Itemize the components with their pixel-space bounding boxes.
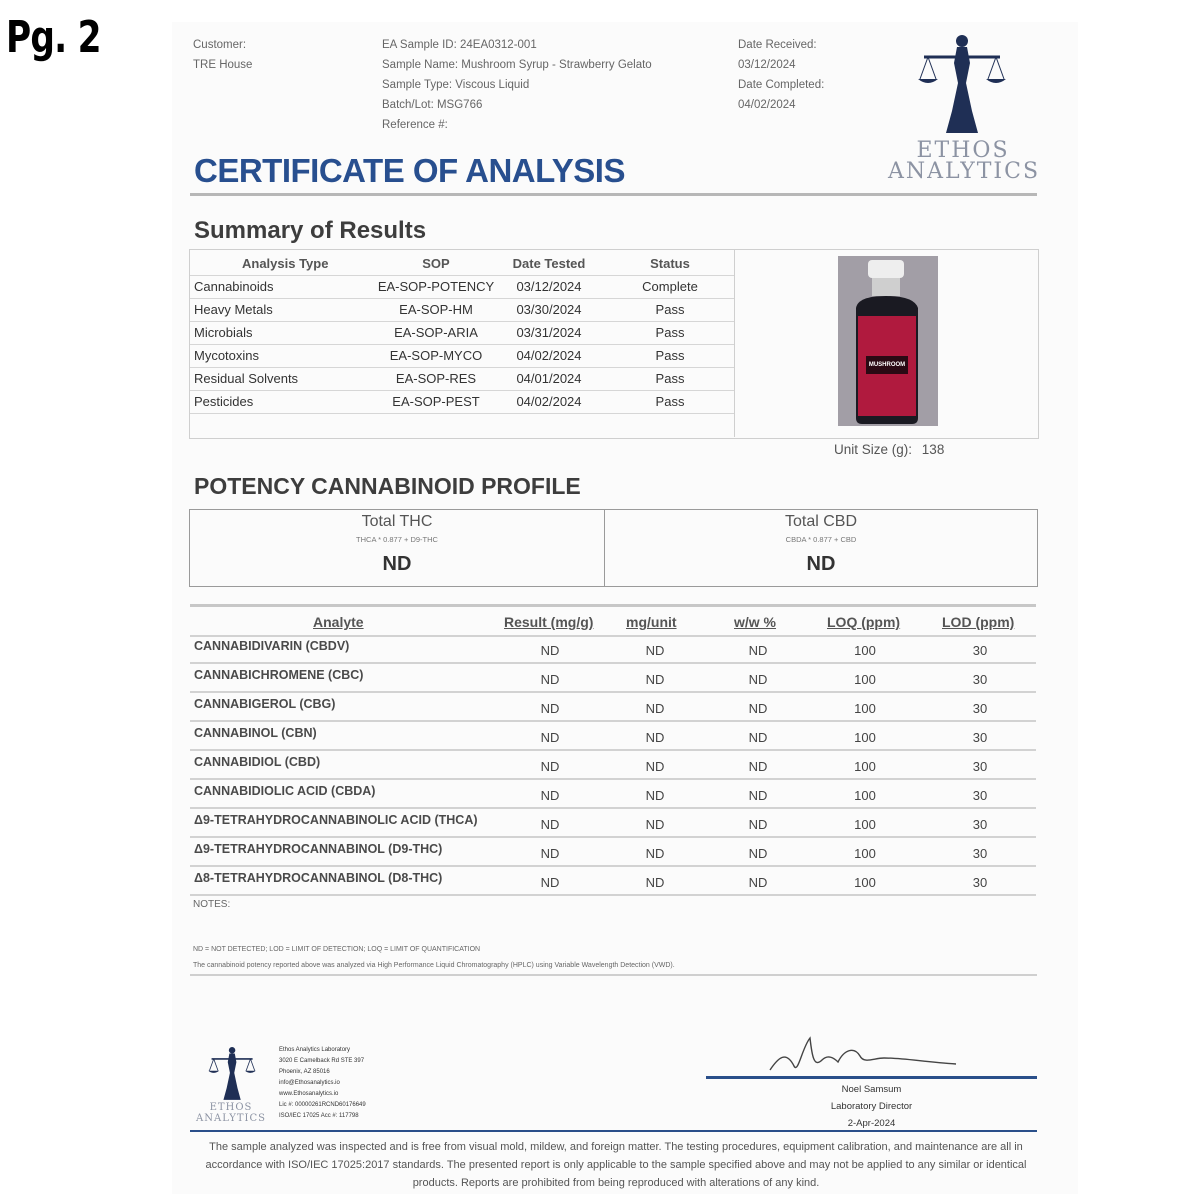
sample-type: Sample Type: Viscous Liquid bbox=[382, 79, 530, 91]
signer-name: Noel Samsum bbox=[841, 1084, 902, 1095]
summary-row bbox=[190, 390, 734, 414]
result-value: ND bbox=[540, 730, 560, 745]
mg-unit-value: ND bbox=[645, 730, 665, 745]
batch-lot: Batch/Lot: MSG766 bbox=[382, 99, 483, 111]
notes-method: The cannabinoid potency reported above was analyzed via High Performance Liquid Chromatography (HPLC) using Variable Wavelength Detection (VWD). bbox=[193, 962, 675, 969]
date-tested: 03/31/2024 bbox=[516, 325, 582, 340]
footer-logo-line-2: ANALYTICS bbox=[196, 1113, 266, 1124]
lod-value: 30 bbox=[972, 701, 988, 716]
result-value: ND bbox=[540, 788, 560, 803]
col-date-tested: Date Tested bbox=[512, 256, 586, 271]
analyte-row bbox=[190, 749, 1036, 780]
status: Pass bbox=[655, 348, 685, 363]
title-rule bbox=[190, 193, 1037, 196]
mg-unit-value: ND bbox=[645, 846, 665, 861]
status: Pass bbox=[655, 302, 685, 317]
footer-logo-text bbox=[190, 1102, 272, 1124]
loq-value: 100 bbox=[854, 643, 876, 658]
date-tested: 04/01/2024 bbox=[516, 371, 582, 386]
lod-value: 30 bbox=[972, 730, 988, 745]
col-analyte: Analyte bbox=[313, 614, 364, 630]
mg-unit-value: ND bbox=[645, 701, 665, 716]
analyte-row bbox=[190, 865, 1036, 896]
lod-value: 30 bbox=[972, 672, 988, 687]
lab-license: Lic #: 00000261RCND60176649 bbox=[279, 1102, 366, 1108]
sop-code: EA-SOP-RES bbox=[395, 371, 477, 386]
signature bbox=[764, 1028, 964, 1078]
customer-value: TRE House bbox=[193, 59, 253, 71]
mg-unit-value: ND bbox=[645, 788, 665, 803]
summary-header-row bbox=[190, 252, 734, 276]
ww-value: ND bbox=[748, 875, 768, 890]
summary-row bbox=[190, 321, 734, 345]
mg-unit-value: ND bbox=[645, 875, 665, 890]
total-cbd-title: Total CBD bbox=[784, 513, 858, 530]
lod-value: 30 bbox=[972, 643, 988, 658]
product-label-text: MUSHROOM bbox=[868, 362, 906, 368]
lod-value: 30 bbox=[972, 788, 988, 803]
loq-value: 100 bbox=[854, 730, 876, 745]
notes-rule bbox=[190, 974, 1037, 976]
date-tested: 04/02/2024 bbox=[516, 394, 582, 409]
summary-row bbox=[190, 344, 734, 368]
product-photo bbox=[838, 256, 938, 426]
total-thc-formula: THCA * 0.877 + D9-THC bbox=[356, 535, 438, 544]
sample-name: Sample Name: Mushroom Syrup - Strawberry Gelato bbox=[382, 59, 652, 71]
analyte-name: CANNABIDIVARIN (CBDV) bbox=[194, 639, 350, 653]
ww-value: ND bbox=[748, 788, 768, 803]
lab-email: info@Ethosanalytics.io bbox=[279, 1080, 340, 1086]
analyte-name: Δ8-TETRAHYDROCANNABINOL (D8-THC) bbox=[194, 871, 443, 885]
summary-row bbox=[190, 367, 734, 391]
lab-address-block bbox=[279, 1045, 366, 1122]
loq-value: 100 bbox=[854, 672, 876, 687]
lod-value: 30 bbox=[972, 846, 988, 861]
notes-label: NOTES: bbox=[193, 899, 231, 910]
result-value: ND bbox=[540, 846, 560, 861]
signer-block bbox=[706, 1081, 1037, 1132]
footer-scales-icon bbox=[204, 1043, 258, 1105]
analyte-name: CANNABIDIOLIC ACID (CBDA) bbox=[194, 784, 376, 798]
result-value: ND bbox=[540, 672, 560, 687]
col-lod: LOD (ppm) bbox=[942, 614, 1015, 630]
result-value: ND bbox=[540, 759, 560, 774]
ww-value: ND bbox=[748, 701, 768, 716]
total-thc-box bbox=[189, 509, 605, 587]
ethos-logo-text bbox=[888, 138, 1041, 184]
loq-value: 100 bbox=[854, 701, 876, 716]
customer-block bbox=[193, 35, 252, 75]
analysis-type: Mycotoxins bbox=[194, 348, 260, 363]
footer-rule bbox=[190, 1130, 1037, 1132]
unit-size-value: 138 bbox=[921, 442, 945, 457]
analysis-type: Residual Solvents bbox=[194, 371, 299, 386]
analyte-row bbox=[190, 807, 1036, 838]
col-sop: SOP bbox=[422, 256, 450, 271]
ww-value: ND bbox=[748, 846, 768, 861]
sop-code: EA-SOP-HM bbox=[399, 302, 473, 317]
total-thc-value: ND bbox=[382, 553, 412, 575]
mg-unit-value: ND bbox=[645, 672, 665, 687]
date-tested: 03/30/2024 bbox=[516, 302, 582, 317]
page-label: Pg. 2 bbox=[6, 12, 101, 63]
lab-website: www.Ethosanalytics.io bbox=[279, 1091, 339, 1097]
analyte-row bbox=[190, 691, 1036, 722]
total-cbd-value: ND bbox=[806, 553, 836, 575]
analyte-row bbox=[190, 778, 1036, 809]
analyte-name: Δ9-TETRAHYDROCANNABINOLIC ACID (THCA) bbox=[194, 813, 478, 827]
signed-date: 2-Apr-2024 bbox=[847, 1118, 896, 1129]
mg-unit-value: ND bbox=[645, 643, 665, 658]
unit-size bbox=[834, 442, 944, 457]
mg-unit-value: ND bbox=[645, 817, 665, 832]
analyte-name: CANNABIGEROL (CBG) bbox=[194, 697, 336, 711]
total-cbd-box bbox=[604, 509, 1038, 587]
lod-value: 30 bbox=[972, 817, 988, 832]
col-loq: LOQ (ppm) bbox=[827, 614, 901, 630]
lod-value: 30 bbox=[972, 759, 988, 774]
analyte-row bbox=[190, 720, 1036, 751]
analyte-name: CANNABINOL (CBN) bbox=[194, 726, 317, 740]
col-mg-unit: mg/unit bbox=[626, 614, 677, 630]
col-status: Status bbox=[650, 256, 690, 271]
sop-code: EA-SOP-PEST bbox=[392, 394, 480, 409]
disclaimer-text: The sample analyzed was inspected and is free from visual mold, mildew, and foreign matter. The testing procedures, equipment calibration, and maintenance are all in accordance with ISO/IEC 17025:2017 standards. The presented report is only applicable to the sample specified above and may not be applied to any similar or identical products. Reports are prohibited from being reproduced with alterations of any kind. bbox=[205, 1141, 1027, 1189]
loq-value: 100 bbox=[854, 846, 876, 861]
sop-code: EA-SOP-MYCO bbox=[389, 348, 483, 363]
lab-name: Ethos Analytics Laboratory bbox=[279, 1047, 351, 1053]
dates-block bbox=[738, 35, 824, 115]
date-tested: 03/12/2024 bbox=[516, 279, 582, 294]
analysis-type: Heavy Metals bbox=[194, 302, 273, 317]
status: Pass bbox=[655, 394, 685, 409]
status: Complete bbox=[642, 279, 698, 294]
result-value: ND bbox=[540, 643, 560, 658]
unit-size-label: Unit Size (g): bbox=[834, 442, 913, 457]
result-value: ND bbox=[540, 875, 560, 890]
status: Pass bbox=[655, 325, 685, 340]
signer-title: Laboratory Director bbox=[830, 1101, 913, 1112]
potency-heading: POTENCY CANNABINOID PROFILE bbox=[194, 473, 581, 499]
signature-rule bbox=[706, 1076, 1037, 1079]
reference-number: Reference #: bbox=[382, 119, 448, 131]
summary-row bbox=[190, 275, 734, 299]
notes-abbreviations: ND = NOT DETECTED; LOD = LIMIT OF DETECTION; LOQ = LIMIT OF QUANTIFICATION bbox=[193, 946, 481, 953]
loq-value: 100 bbox=[854, 788, 876, 803]
lab-iso-accreditation: ISO/IEC 17025 Acc #: 117798 bbox=[279, 1113, 359, 1119]
lod-value: 30 bbox=[972, 875, 988, 890]
date-received-label: Date Received: bbox=[738, 39, 817, 51]
date-completed-label: Date Completed: bbox=[738, 79, 825, 91]
result-value: ND bbox=[540, 817, 560, 832]
logo-line-2: ANALYTICS bbox=[888, 159, 1041, 184]
ww-value: ND bbox=[748, 672, 768, 687]
ww-value: ND bbox=[748, 817, 768, 832]
sample-info-block bbox=[382, 35, 652, 135]
summary-heading: Summary of Results bbox=[194, 217, 427, 244]
customer-label: Customer: bbox=[193, 39, 247, 51]
mg-unit-value: ND bbox=[645, 759, 665, 774]
footer-logo-line-1: ETHOS bbox=[209, 1102, 253, 1113]
certificate-title: CERTIFICATE OF ANALYSIS bbox=[194, 152, 625, 189]
result-value: ND bbox=[540, 701, 560, 716]
sop-code: EA-SOP-POTENCY bbox=[377, 279, 495, 294]
analyte-row bbox=[190, 836, 1036, 867]
sop-code: EA-SOP-ARIA bbox=[394, 325, 478, 340]
ww-value: ND bbox=[748, 730, 768, 745]
summary-row bbox=[190, 298, 734, 322]
analysis-type: Pesticides bbox=[194, 394, 254, 409]
analysis-type: Cannabinoids bbox=[194, 279, 274, 294]
summary-divider bbox=[734, 250, 735, 437]
date-tested: 04/02/2024 bbox=[516, 348, 582, 363]
loq-value: 100 bbox=[854, 759, 876, 774]
date-received: 03/12/2024 bbox=[738, 59, 796, 71]
analyte-name: CANNABICHROMENE (CBC) bbox=[194, 668, 364, 682]
total-thc-title: Total THC bbox=[361, 513, 433, 530]
col-result: Result (mg/g) bbox=[504, 614, 594, 630]
lab-city: Phoenix, AZ 85016 bbox=[279, 1069, 330, 1075]
sample-id: EA Sample ID: 24EA0312-001 bbox=[382, 39, 537, 51]
analyte-row bbox=[190, 633, 1036, 664]
status: Pass bbox=[655, 371, 685, 386]
date-completed: 04/02/2024 bbox=[738, 99, 796, 111]
scales-of-justice-icon bbox=[910, 33, 1010, 137]
col-ww: w/w % bbox=[734, 614, 777, 630]
analyte-name: Δ9-TETRAHYDROCANNABINOL (D9-THC) bbox=[194, 842, 443, 856]
ww-value: ND bbox=[748, 759, 768, 774]
col-analysis-type: Analysis Type bbox=[242, 256, 329, 271]
analyte-name: CANNABIDIOL (CBD) bbox=[194, 755, 321, 769]
total-cbd-formula: CBDA * 0.877 + CBD bbox=[785, 535, 857, 544]
analysis-type: Microbials bbox=[194, 325, 253, 340]
ww-value: ND bbox=[748, 643, 768, 658]
logo-line-1: ETHOS bbox=[916, 138, 1010, 163]
lab-street: 3020 E Camelback Rd STE 397 bbox=[279, 1058, 365, 1064]
loq-value: 100 bbox=[854, 875, 876, 890]
loq-value: 100 bbox=[854, 817, 876, 832]
analyte-row bbox=[190, 662, 1036, 693]
